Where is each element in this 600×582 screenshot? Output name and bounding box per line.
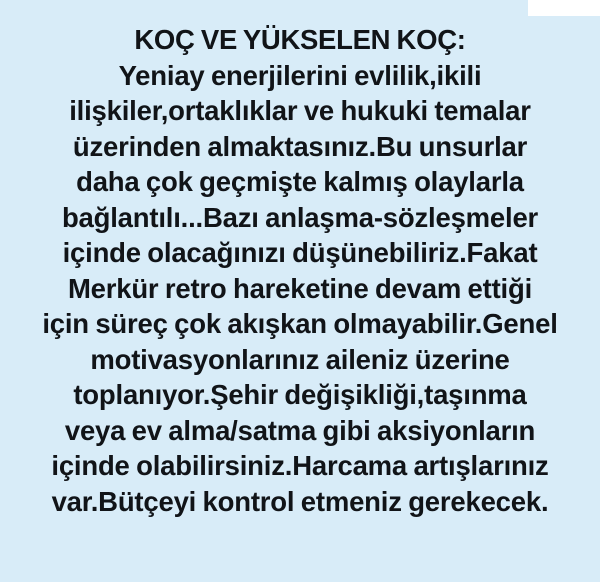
text-line: üzerinden almaktasınız.Bu unsurlar (72, 130, 528, 162)
text-line: Merkür retro hareketine devam ettiği (67, 272, 533, 304)
text-line: içinde olabilirsiniz.Harcama artışlarınız (51, 450, 549, 481)
text-line: motivasyonlarınız aileniz üzerine (90, 343, 510, 375)
text-line: içinde olacağınızı düşünebiliriz.Fakat (62, 237, 538, 268)
page-title: KOÇ VE YÜKSELEN KOÇ: (134, 24, 466, 55)
text-line: toplanıyor.Şehir değişikliği,taşınma (73, 379, 527, 410)
text-line: için süreç çok akışkan olmayabilir.Genel (42, 308, 558, 339)
text-line: Yeniay enerjilerini evlilik,ikili (118, 59, 482, 91)
text-line: bağlantılı...Bazı anlaşma-sözleşmeler (61, 201, 539, 233)
top-right-white-patch (528, 0, 600, 16)
horoscope-text-block (8, 22, 592, 519)
text-line: daha çok geçmişte kalmış olaylarla (76, 166, 524, 197)
text-line: veya ev alma/satma gibi aksiyonların (64, 414, 536, 446)
text-line: ilişkiler,ortaklıklar ve hukuki temalar (69, 95, 531, 126)
text-line: var.Bütçeyi kontrol etmeniz gerekecek. (51, 485, 549, 517)
